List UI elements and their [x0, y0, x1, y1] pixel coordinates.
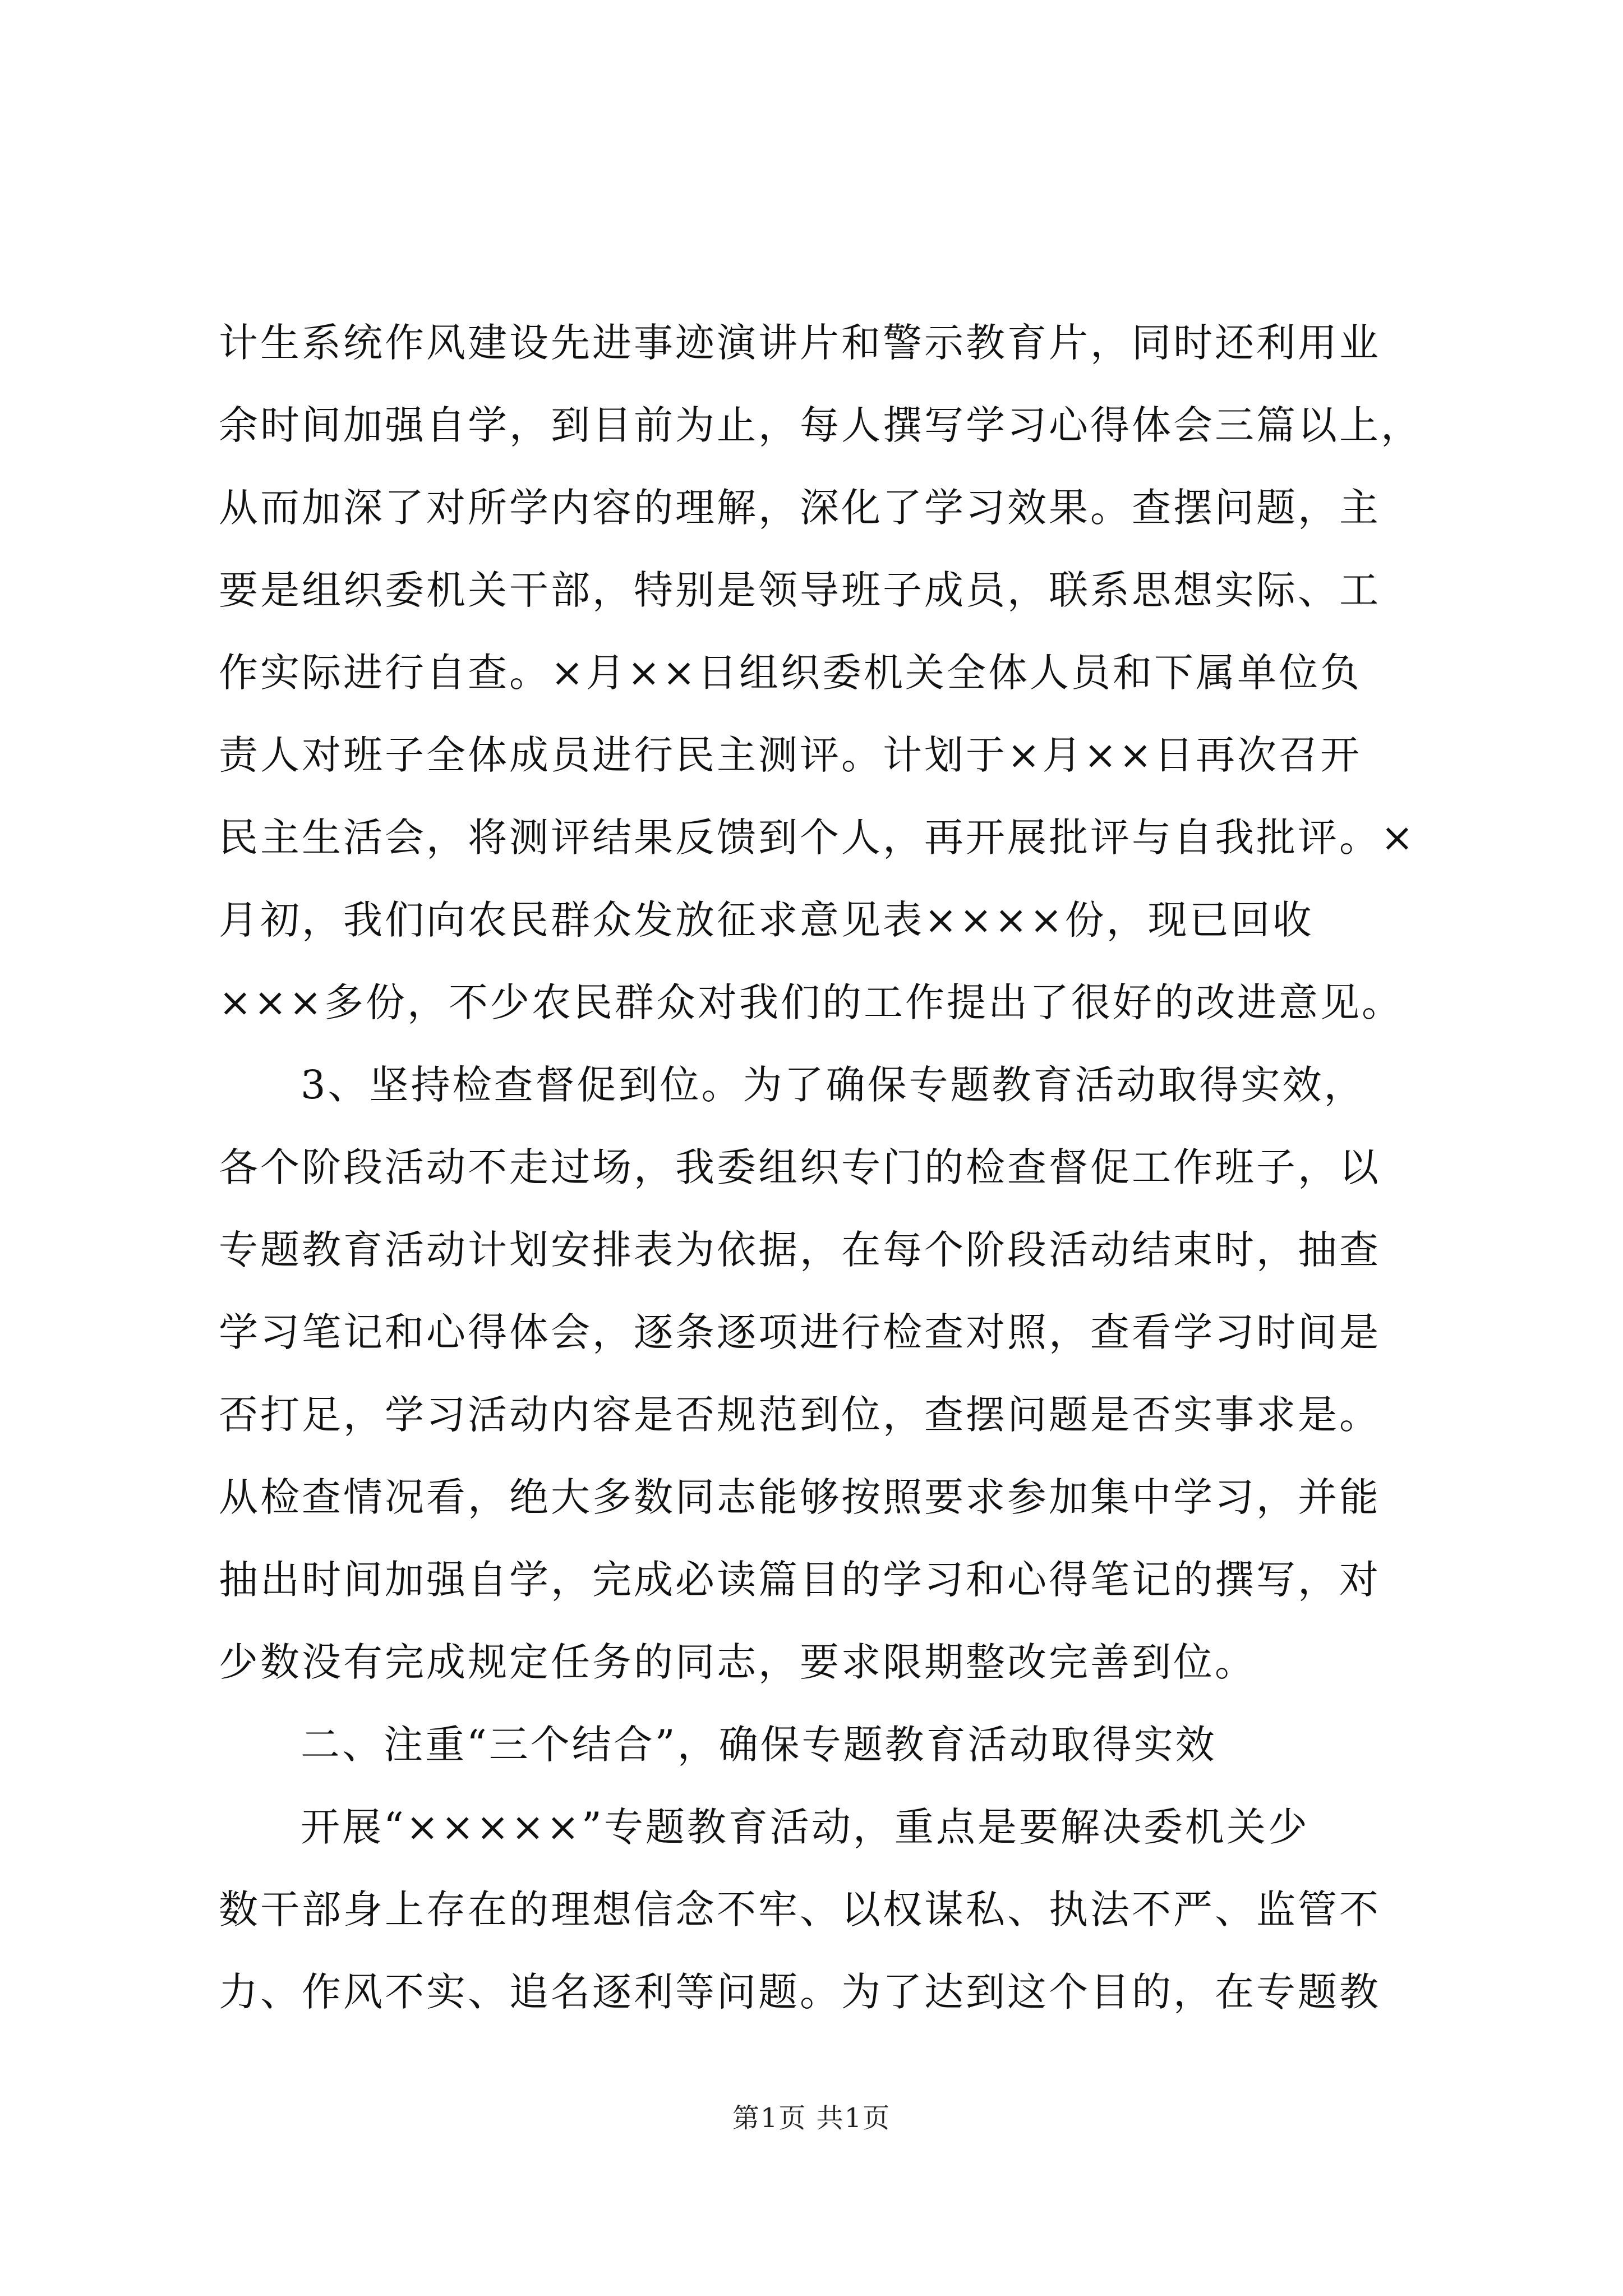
- text-line: 否打足，学习活动内容是否规范到位，查摆问题是否实事求是。: [219, 1392, 1381, 1438]
- text-line: 月初，我们向农民群众发放征求意见表××××份，现已回收: [219, 897, 1314, 943]
- text-line: 专题教育活动计划安排表为依据，在每个阶段活动结束时，抽查: [219, 1227, 1381, 1273]
- text-line: 民主生活会，将测评结果反馈到个人，再开展批评与自我批评。×: [219, 815, 1416, 861]
- text-line: 从而加深了对所学内容的理解，深化了学习效果。查摆问题，主: [219, 485, 1381, 531]
- text-line: 各个阶段活动不走过场，我委组织专门的检查督促工作班子，以: [219, 1144, 1381, 1190]
- text-line: ×××多份，不少农民群众对我们的工作提出了很好的改进意见。: [219, 979, 1403, 1025]
- text-line: 少数没有完成规定任务的同志，要求限期整改完善到位。: [219, 1639, 1256, 1685]
- text-line: 力、作风不实、追名逐利等问题。为了达到这个目的，在专题教: [219, 1969, 1381, 2015]
- paragraph-start-line: 开展“×××××”专题教育活动，重点是要解决委机关少: [301, 1804, 1310, 1850]
- section-heading: 二、注重“三个结合”，确保专题教育活动取得实效: [301, 1722, 1217, 1768]
- text-line: 计生系统作风建设先进事迹演讲片和警示教育片，同时还利用业: [219, 320, 1381, 366]
- document-body: [219, 302, 1422, 2033]
- text-line: 数干部身上存在的理想信念不牢、以权谋私、执法不严、监管不: [219, 1887, 1381, 1932]
- text-line: 要是组织委机关干部，特别是领导班子成员，联系思想实际、工: [219, 567, 1381, 613]
- text-line: 余时间加强自学，到目前为止，每人撰写学习心得体会三篇以上，: [219, 402, 1422, 448]
- text-line: 作实际进行自查。×月××日组织委机关全体人员和下属单位负: [219, 650, 1362, 696]
- page-footer: 第1页 共1页: [732, 2102, 891, 2134]
- text-line: 从检查情况看，绝大多数同志能够按照要求参加集中学习，并能: [219, 1474, 1381, 1520]
- text-line: 责人对班子全体成员进行民主测评。计划于×月××日再次召开: [219, 732, 1362, 778]
- paragraph-start-line: 3、坚持检查督促到位。为了确保专题教育活动取得实效，: [301, 1062, 1366, 1108]
- text-line: 抽出时间加强自学，完成必读篇目的学习和心得笔记的撰写，对: [219, 1557, 1381, 1603]
- text-line: 学习笔记和心得体会，逐条逐项进行检查对照，查看学习时间是: [219, 1309, 1381, 1355]
